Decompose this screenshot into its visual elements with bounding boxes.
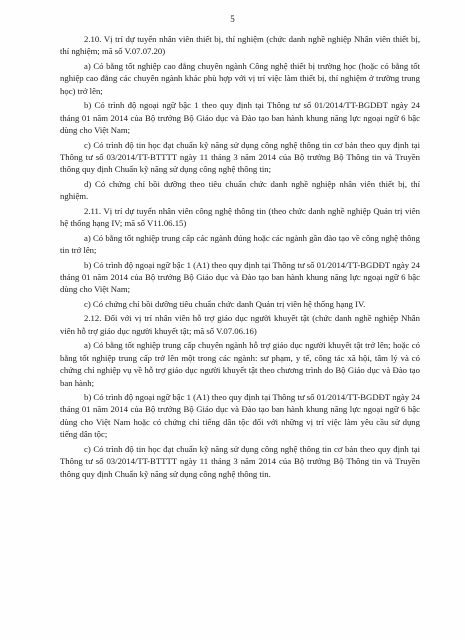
paragraph-2-10-b: b) Có trình độ ngoại ngữ bậc 1 theo quy định tại Thông tư số 01/2014/TT-BGDĐT ngày 24 tháng 01 năm 2014 của Bộ trưởng Bộ Giáo dục và Đào tạo ban hành khung năng lực ngoại ngữ 6 bậc dùng cho Việt Nam; xyxy=(60,100,420,136)
paragraph-2-11-c: c) Có chứng chỉ bồi dưỡng tiêu chuẩn chức danh Quản trị viên hệ thống hạng IV. xyxy=(84,298,366,309)
paragraph-2-12-a: a) Có bằng tốt nghiệp trung cấp chuyên ngành hỗ trợ giáo dục người khuyết tật trở lên; hoặc có bằng tốt nghiệp trung cấp trở lên một trong các ngành: sư phạm, y tế, công tác xã hội, tâm lý và có chứng chỉ nghiệp vụ về hỗ trợ giáo dục người khuyết tật theo chương trình do Bộ Giáo dục và Đào tạo ban hành; xyxy=(60,340,420,388)
section-heading-2-12: 2.12. Đối với vị trí nhân viên hỗ trợ giáo dục người khuyết tật (chức danh nghề nghiệp Nhân viên hỗ trợ giáo dục người khuyết tật; mã số V.07.06.16) xyxy=(60,313,420,336)
paragraph-2-10-a: a) Có bằng tốt nghiệp cao đẳng chuyên ngành Công nghệ thiết bị trường học (hoặc có bằng tốt nghiệp cao đẳng các chuyên ngành khác phù hợp với vị trí việc làm thiết bị, thí nghiệm ở trường trung học) trở lên; xyxy=(60,60,420,96)
section-heading-2-10: 2.10. Vị trí dự tuyển nhân viên thiết bị, thí nghiệm (chức danh nghề nghiệp Nhân viên thiết bị, thí nghiệm; mã số V.07.07.20) xyxy=(60,34,420,57)
page-number: 5 xyxy=(230,14,235,24)
paragraph-2-10-d: d) Có chứng chỉ bồi dưỡng theo tiêu chuẩn chức danh nghề nghiệp nhân viên thiết bị, thí nghiệm. xyxy=(60,178,420,202)
section-heading-2-11: 2.11. Vị trí dự tuyển nhân viên công nghệ thông tin (theo chức danh nghề nghiệp Quản trị viên hệ thống hạng IV; mã số V11.06.15) xyxy=(60,205,420,229)
document-body xyxy=(60,33,420,482)
paragraph-2-11-b: b) Có trình độ ngoại ngữ bậc 1 (A1) theo quy định tại Thông tư số 01/2014/TT-BGDĐT ngày 24 tháng 01 năm 2014 của Bộ trưởng Bộ Giáo dục và Đào tạo ban hành khung năng lực ngoại ngữ 6 bậc dùng cho Việt Nam; xyxy=(60,259,420,295)
paragraph-2-11-a: a) Có bằng tốt nghiệp trung cấp các ngành đúng hoặc các ngành gần đào tạo về công nghệ thông tin trở lên; xyxy=(60,232,420,256)
paragraph-2-12-b: b) Có trình độ ngoại ngữ bậc 1 (A1) theo quy định tại Thông tư số 01/2014/TT-BGDĐT ngày 24 tháng 01 năm 2014 của Bộ trưởng Bộ Giáo dục và Đào tạo ban hành khung năng lực ngoại ngữ 6 bậc dùng cho Việt Nam hoặc có chứng chỉ tiếng dân tộc đối với những vị trí việc làm yêu cầu sử dụng tiếng dân tộc; xyxy=(60,392,420,440)
paragraph-2-12-c: c) Có trình độ tin học đạt chuẩn kỹ năng sử dụng công nghệ thông tin cơ bản theo quy định tại Thông tư số 03/2014/TT-BTTTT ngày 11 tháng 3 năm 2014 của Bộ trưởng Bộ Thông tin và Truyền thông quy định Chuẩn kỹ năng sử dụng công nghệ thông tin. xyxy=(60,443,420,479)
paragraph-2-10-c: c) Có trình độ tin học đạt chuẩn kỹ năng sử dụng công nghệ thông tin cơ bản theo quy định tại Thông tư số 03/2014/TT-BTTTT ngày 11 tháng 3 năm 2014 của Bộ trưởng Bộ Thông tin và Truyền thông quy định Chuẩn kỹ năng sử dụng công nghệ thông tin; xyxy=(60,139,420,175)
